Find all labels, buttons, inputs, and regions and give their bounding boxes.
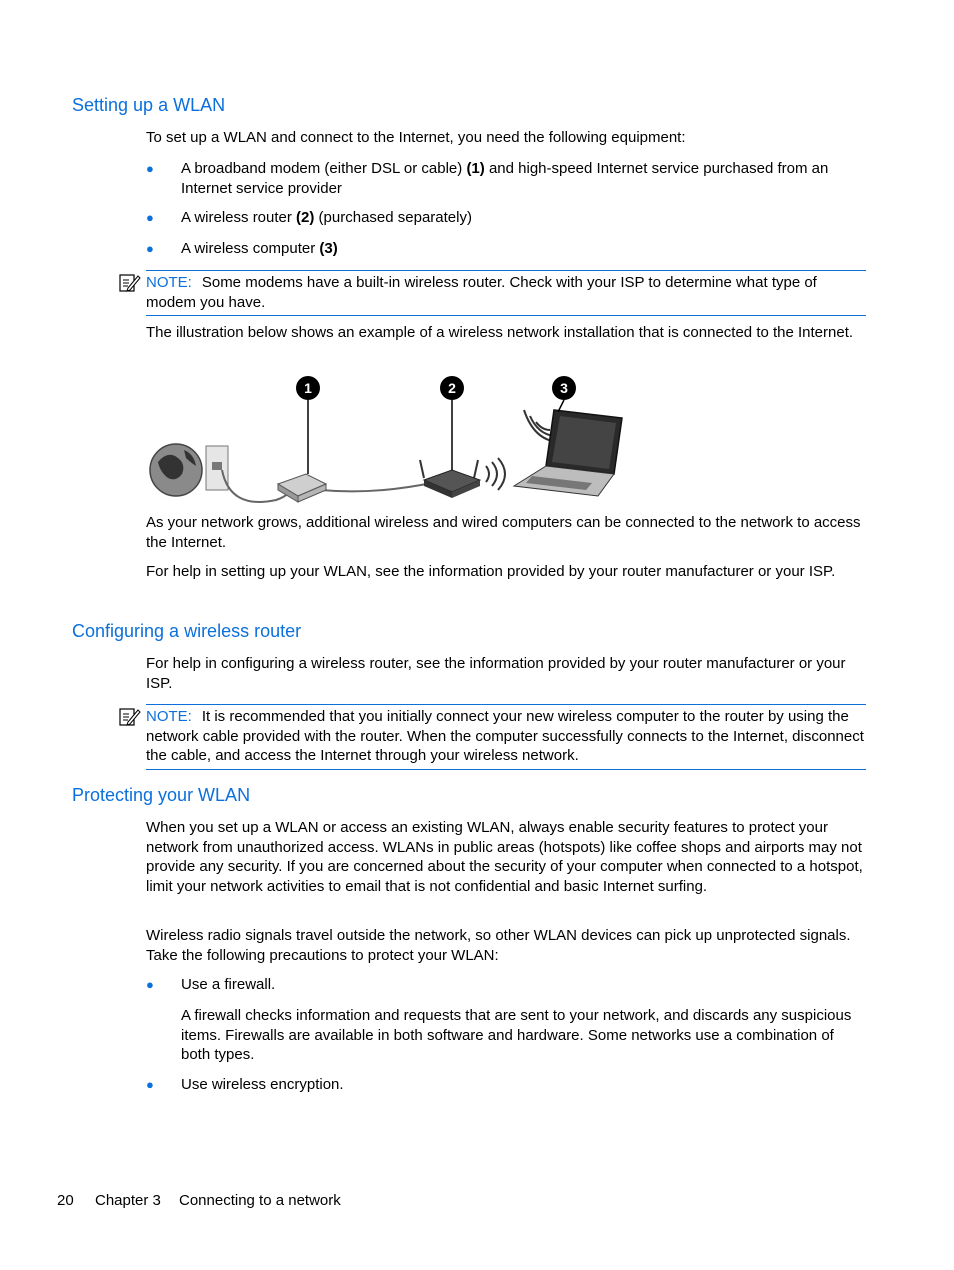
svg-text:2: 2	[448, 380, 456, 396]
body-text: When you set up a WLAN or access an existing WLAN, always enable security features to protect your network from unauthorized access. WLANs in public areas (hotspots) like coffee shops and airports may not provide any security. If you are concerned about the security of your computer when connected to a hotspot, limit your network activities to email that is not confidential and basic Internet surfing.	[146, 819, 863, 895]
note-text: Some modems have a built-in wireless router. Check with your ISP to determine what type of modem you have.	[146, 274, 817, 311]
note-label: NOTE:	[146, 274, 192, 291]
page-number: 20	[57, 1192, 74, 1209]
chapter-label: Chapter 3	[95, 1192, 161, 1209]
body-text: For help in setting up your WLAN, see the information provided by your router manufacturer or your ISP.	[146, 563, 836, 580]
router-icon	[420, 460, 480, 498]
note-box	[146, 704, 866, 770]
modem-icon	[278, 474, 326, 502]
wifi-waves-icon	[486, 458, 505, 490]
section-heading-configuring-router: Configuring a wireless router	[72, 621, 302, 641]
callout-number: (1)	[466, 160, 485, 177]
note-text: It is recommended that you initially connect your new wireless computer to the router by using the network cable provided with the router. When the computer successfully connects to the Internet, disconnect the cable, and access the Internet through your wireless network.	[146, 708, 864, 764]
illustration-caption: The illustration below shows an example of a wireless network installation that is connected to the Internet.	[146, 324, 854, 341]
page-footer	[57, 1191, 341, 1210]
bullet-dot-icon: ●	[146, 1077, 154, 1092]
bullet-text: Use a firewall.	[181, 976, 276, 993]
bullet-text: A broadband modem (either DSL or cable)	[181, 160, 467, 177]
callout-number: (3)	[319, 240, 338, 257]
bullet-text: A wireless router	[181, 209, 297, 226]
section-heading-setting-up-wlan: Setting up a WLAN	[72, 95, 226, 115]
note-box	[146, 270, 866, 316]
note-label: NOTE:	[146, 708, 192, 725]
callout-1	[296, 376, 320, 400]
body-text: Wireless radio signals travel outside the network, so other WLAN devices can pick up unprotected signals. Take the following precautions to protect your WLAN:	[146, 927, 851, 964]
bullet-dot-icon: ●	[146, 161, 154, 176]
callout-3	[552, 376, 576, 400]
body-text: For help in configuring a wireless router, see the information provided by your router manufacturer or your ISP.	[146, 655, 846, 692]
section-heading-protecting-wlan: Protecting your WLAN	[72, 785, 251, 805]
svg-text:1: 1	[304, 380, 312, 396]
bullet-text: and high-speed Internet service purchased from an Internet service provider	[181, 160, 829, 197]
wireless-network-illustration	[146, 370, 636, 510]
svg-text:3: 3	[560, 380, 568, 396]
bullet-text: Use wireless encryption.	[181, 1076, 344, 1093]
note-pencil-icon	[119, 707, 141, 727]
bullet-dot-icon: ●	[146, 241, 154, 256]
bullet-detail: A firewall checks information and requests that are sent to your network, and discards any suspicious items. Firewalls are available in both software and hardware. Some networks use a combination of both types.	[181, 1007, 852, 1063]
bullet-dot-icon: ●	[146, 977, 154, 992]
intro-text: To set up a WLAN and connect to the Internet, you need the following equipment:	[146, 129, 686, 146]
chapter-title: Connecting to a network	[179, 1192, 341, 1209]
callout-number: (2)	[296, 209, 315, 226]
bullet-text: (purchased separately)	[314, 209, 472, 226]
callout-2	[440, 376, 464, 400]
bullet-dot-icon: ●	[146, 210, 154, 225]
note-pencil-icon	[119, 273, 141, 293]
globe-icon	[150, 444, 202, 496]
wall-jack-icon	[206, 446, 228, 490]
body-text: As your network grows, additional wireless and wired computers can be connected to the network to access the Internet.	[146, 514, 861, 551]
bullet-text: A wireless computer	[181, 240, 320, 257]
